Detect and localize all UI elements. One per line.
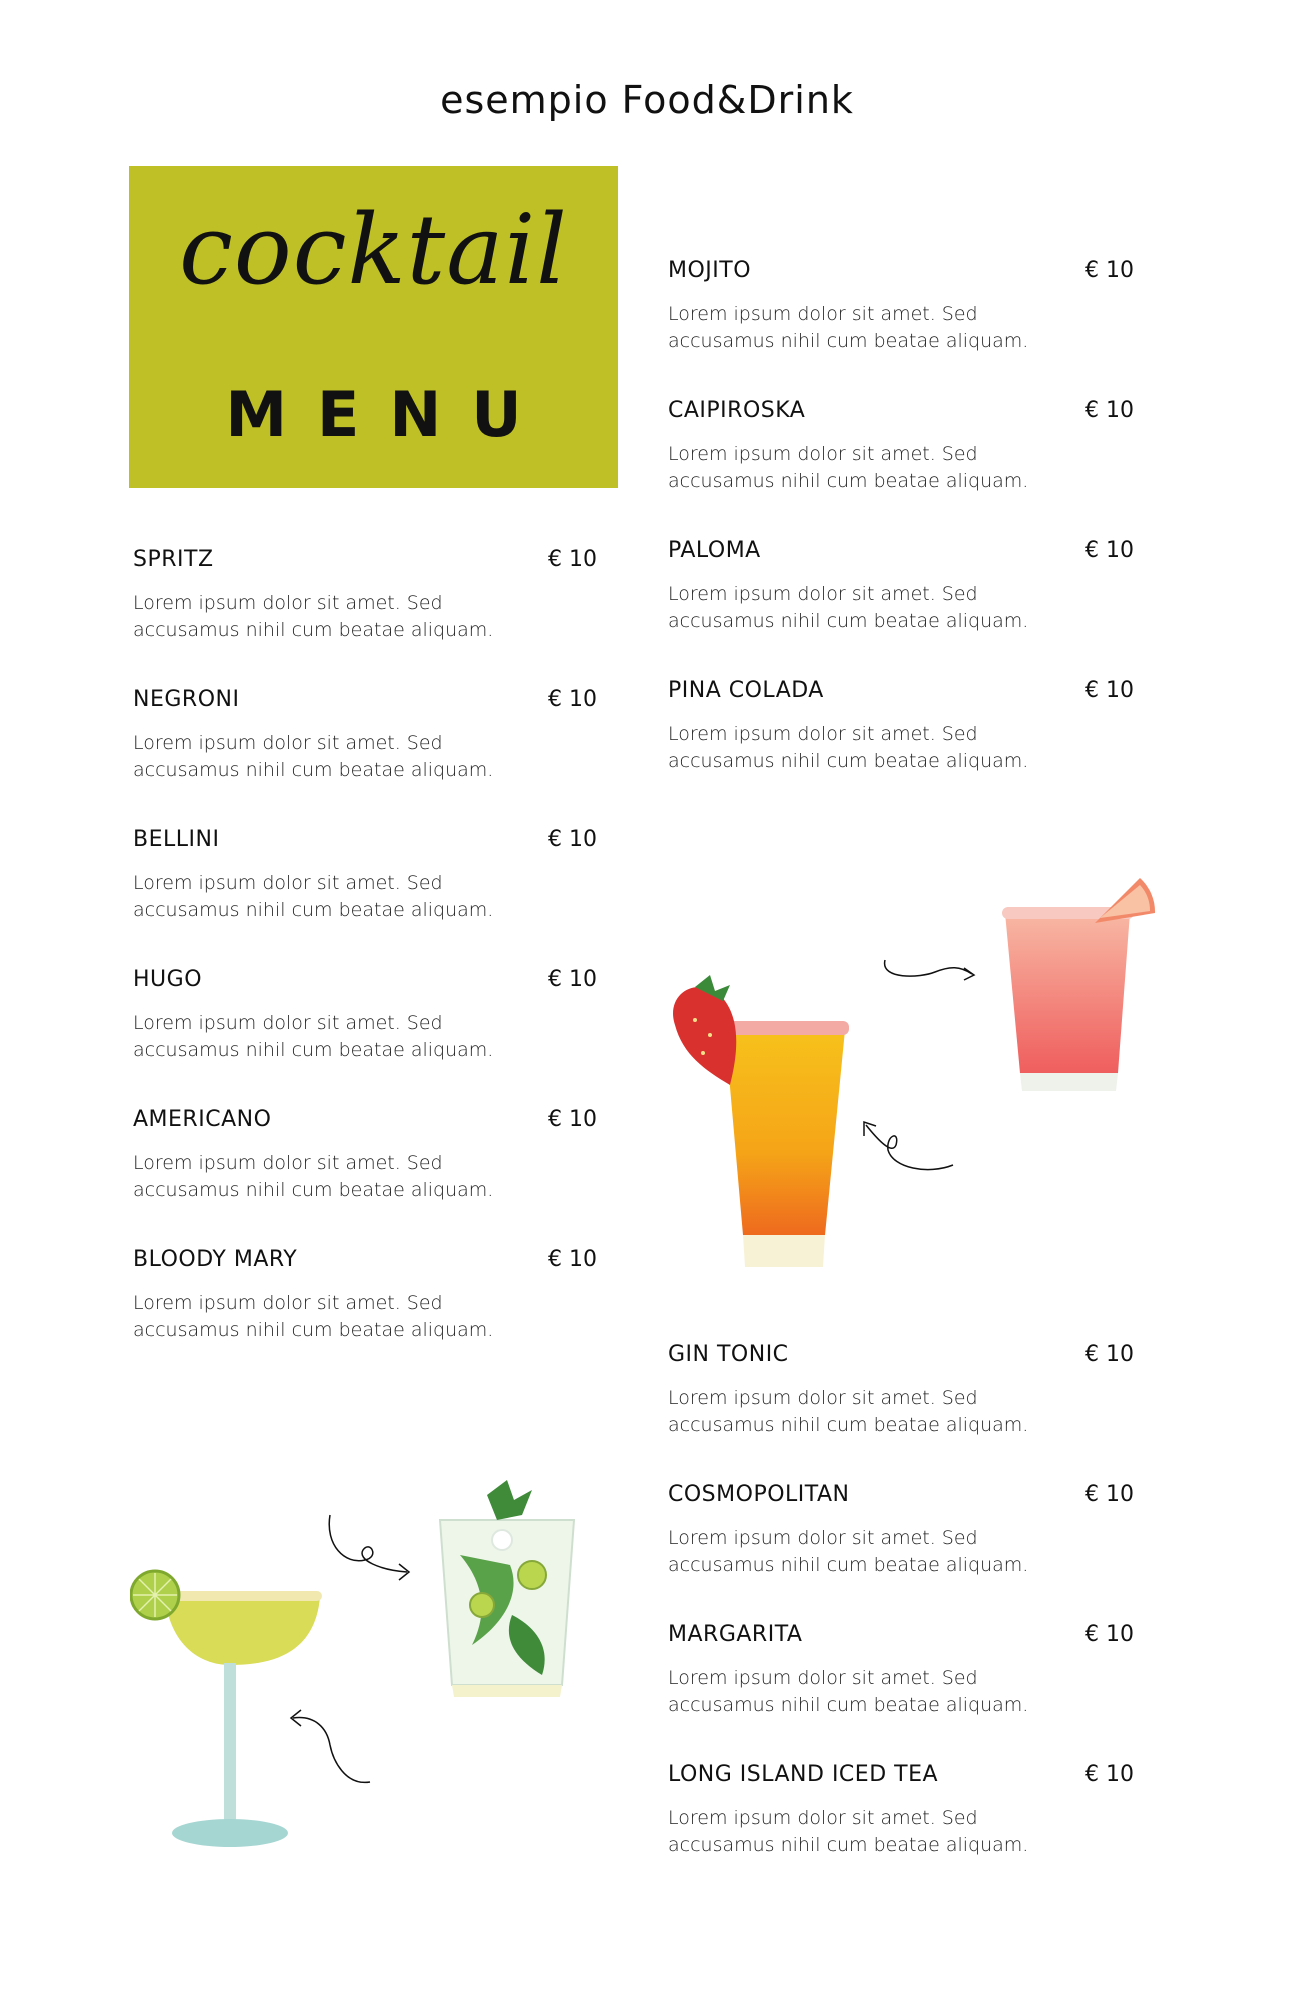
item-name: MARGARITA (668, 1622, 803, 1647)
item-price: € 10 (1085, 398, 1134, 423)
menu-item (668, 1622, 1134, 1762)
desc-line: accusamus nihil cum beatae aliquam. (668, 1694, 1029, 1716)
desc-line: Lorem ipsum dolor sit amet. Sed (668, 1527, 978, 1549)
item-name: COSMOPOLITAN (668, 1482, 850, 1507)
orange-cocktail-glass-icon (655, 975, 875, 1275)
item-name: LONG ISLAND ICED TEA (668, 1762, 939, 1787)
desc-line: accusamus nihil cum beatae aliquam. (668, 1554, 1029, 1576)
item-price: € 10 (1085, 1342, 1134, 1367)
item-description (668, 1385, 1048, 1439)
curly-arrow-icon (285, 1700, 375, 1790)
menu-item (133, 547, 597, 687)
item-name: PALOMA (668, 538, 761, 563)
menu-item (133, 1107, 597, 1247)
item-price: € 10 (1085, 538, 1134, 563)
desc-line: Lorem ipsum dolor sit amet. Sed (133, 732, 443, 754)
desc-line: accusamus nihil cum beatae aliquam. (668, 470, 1029, 492)
menu-item (668, 1482, 1134, 1622)
desc-line: Lorem ipsum dolor sit amet. Sed (133, 1152, 443, 1174)
desc-line: accusamus nihil cum beatae aliquam. (668, 1834, 1029, 1856)
header-box (129, 166, 618, 488)
desc-line: accusamus nihil cum beatae aliquam. (133, 899, 494, 921)
item-name: MOJITO (668, 258, 752, 283)
item-description (668, 1665, 1048, 1719)
menu-item (133, 1247, 597, 1387)
desc-line: accusamus nihil cum beatae aliquam. (668, 1414, 1029, 1436)
desc-line: Lorem ipsum dolor sit amet. Sed (133, 1012, 443, 1034)
curly-arrow-icon (858, 1110, 958, 1180)
item-price: € 10 (548, 827, 597, 852)
item-price: € 10 (548, 687, 597, 712)
item-price: € 10 (1085, 258, 1134, 283)
left-menu-column (133, 547, 597, 1387)
desc-line: Lorem ipsum dolor sit amet. Sed (668, 1667, 978, 1689)
curly-arrow-icon (880, 950, 980, 990)
item-description (668, 1805, 1048, 1859)
item-name: SPRITZ (133, 547, 214, 572)
item-price: € 10 (1085, 1762, 1134, 1787)
desc-line: Lorem ipsum dolor sit amet. Sed (668, 583, 978, 605)
item-price: € 10 (548, 967, 597, 992)
item-name: AMERICANO (133, 1107, 272, 1132)
item-price: € 10 (1085, 1482, 1134, 1507)
item-description (668, 301, 1048, 355)
item-description (668, 441, 1048, 495)
item-description (133, 590, 513, 644)
item-name: CAIPIROSKA (668, 398, 806, 423)
item-price: € 10 (1085, 1622, 1134, 1647)
desc-line: Lorem ipsum dolor sit amet. Sed (668, 443, 978, 465)
desc-line: Lorem ipsum dolor sit amet. Sed (133, 872, 443, 894)
desc-line: Lorem ipsum dolor sit amet. Sed (668, 1387, 978, 1409)
menu-item (133, 967, 597, 1107)
menu-item (668, 398, 1134, 538)
menu-item (668, 1762, 1134, 1902)
menu-title: MENU (225, 378, 552, 451)
desc-line: accusamus nihil cum beatae aliquam. (133, 1179, 494, 1201)
curly-arrow-icon (325, 1510, 415, 1585)
item-name: BELLINI (133, 827, 220, 852)
item-description (133, 870, 513, 924)
item-name: GIN TONIC (668, 1342, 789, 1367)
right-top-menu-column (668, 258, 1134, 818)
desc-line: accusamus nihil cum beatae aliquam. (668, 610, 1029, 632)
desc-line: Lorem ipsum dolor sit amet. Sed (133, 592, 443, 614)
desc-line: accusamus nihil cum beatae aliquam. (668, 750, 1029, 772)
item-price: € 10 (548, 1107, 597, 1132)
desc-line: Lorem ipsum dolor sit amet. Sed (668, 723, 978, 745)
desc-line: Lorem ipsum dolor sit amet. Sed (668, 303, 978, 325)
item-name: BLOODY MARY (133, 1247, 298, 1272)
right-bottom-menu-column (668, 1342, 1134, 1902)
desc-line: Lorem ipsum dolor sit amet. Sed (668, 1807, 978, 1829)
menu-item (668, 678, 1134, 818)
item-description (668, 1525, 1048, 1579)
item-name: NEGRONI (133, 687, 240, 712)
menu-item (133, 687, 597, 827)
brand-title: esempio Food&Drink (440, 78, 854, 122)
desc-line: accusamus nihil cum beatae aliquam. (133, 1039, 494, 1061)
script-title: cocktail (179, 194, 568, 306)
item-description (133, 730, 513, 784)
item-description (133, 1150, 513, 1204)
item-name: HUGO (133, 967, 203, 992)
desc-line: accusamus nihil cum beatae aliquam. (133, 759, 494, 781)
item-name: PINA COLADA (668, 678, 824, 703)
item-price: € 10 (548, 1247, 597, 1272)
menu-item (133, 827, 597, 967)
item-description (133, 1290, 513, 1344)
desc-line: accusamus nihil cum beatae aliquam. (133, 1319, 494, 1341)
item-description (668, 721, 1048, 775)
item-description (668, 581, 1048, 635)
desc-line: Lorem ipsum dolor sit amet. Sed (133, 1292, 443, 1314)
menu-item (668, 538, 1134, 678)
item-description (133, 1010, 513, 1064)
item-price: € 10 (1085, 678, 1134, 703)
desc-line: accusamus nihil cum beatae aliquam. (133, 619, 494, 641)
menu-item (668, 258, 1134, 398)
item-price: € 10 (548, 547, 597, 572)
mojito-glass-icon (432, 1475, 582, 1705)
pink-cocktail-glass-icon (1000, 873, 1160, 1098)
menu-item (668, 1342, 1134, 1482)
desc-line: accusamus nihil cum beatae aliquam. (668, 330, 1029, 352)
